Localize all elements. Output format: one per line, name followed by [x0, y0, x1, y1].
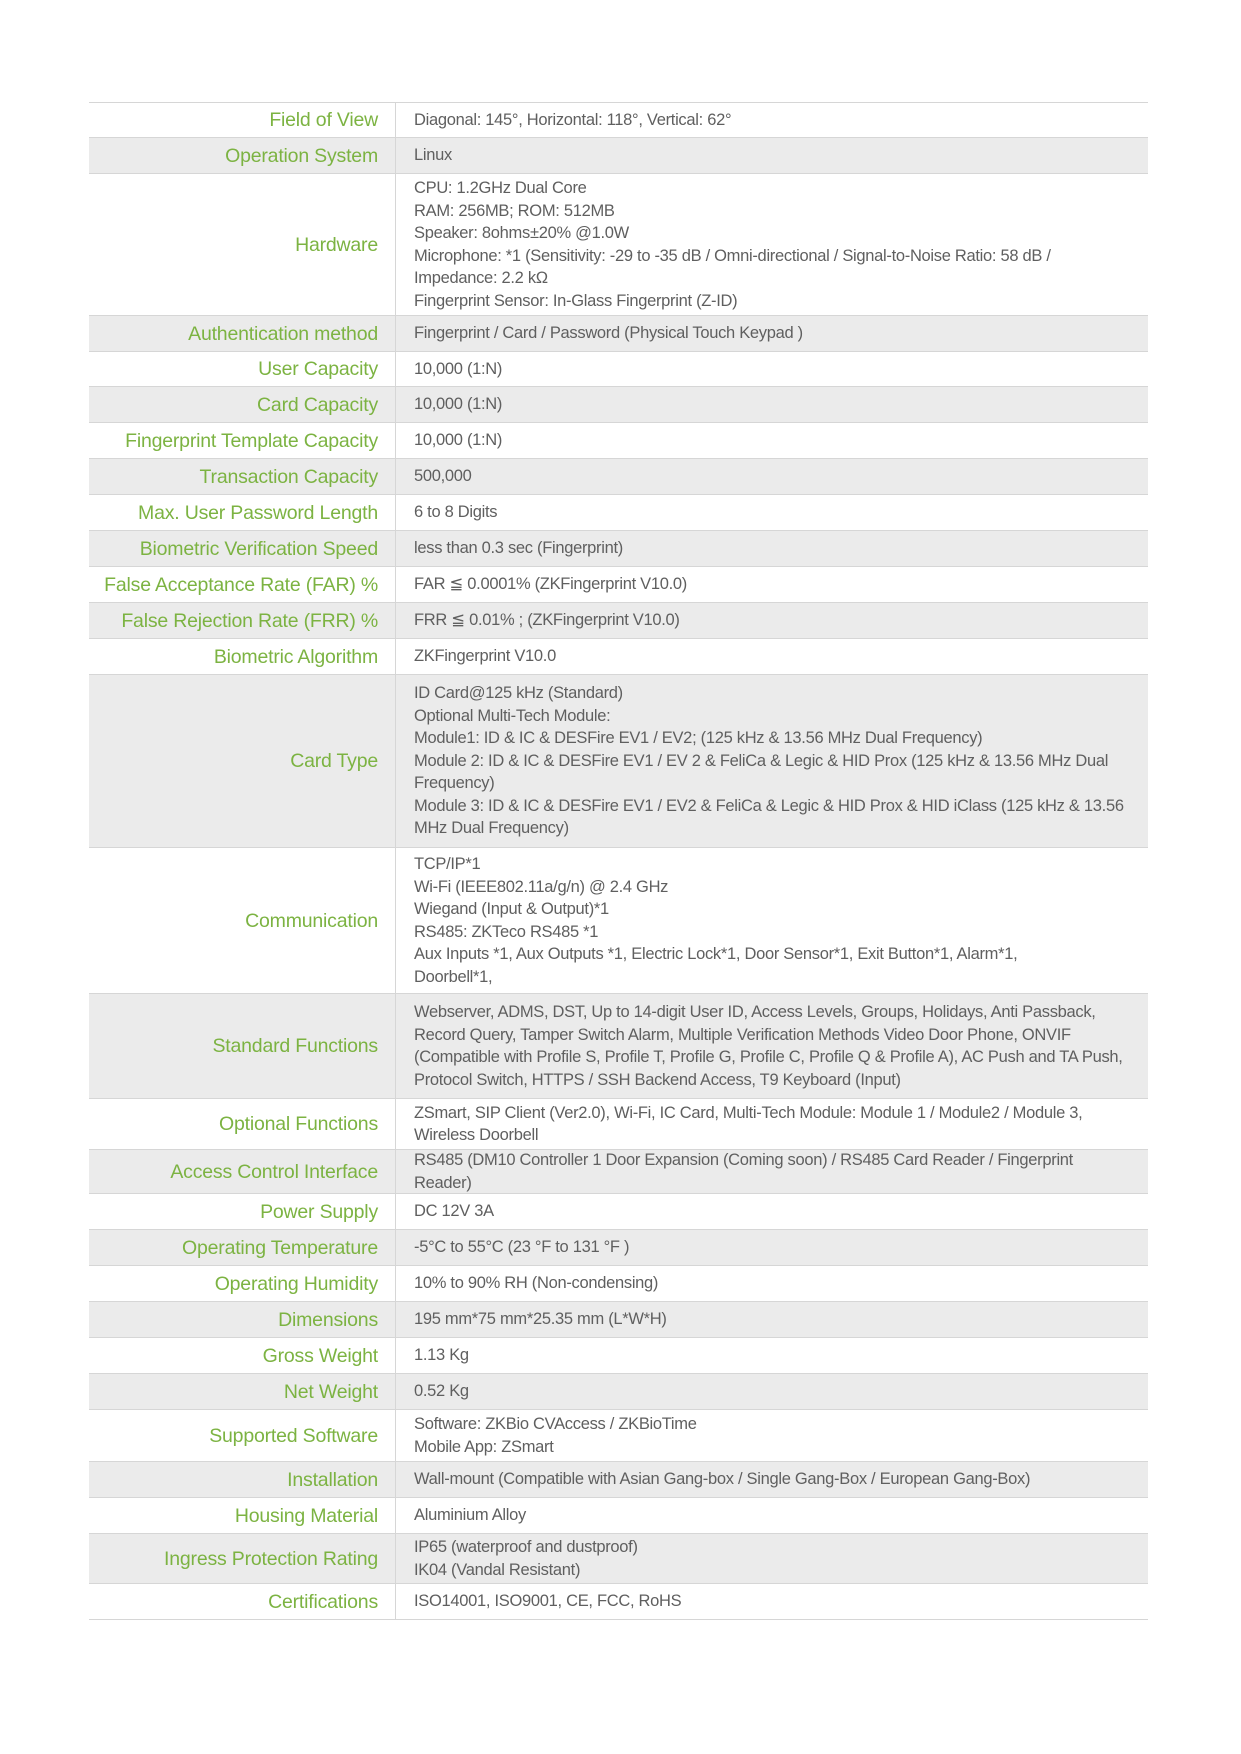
spec-value-line: 10,000 (1:N) — [414, 431, 503, 450]
spec-label: Access Control Interface — [89, 1150, 396, 1193]
spec-value-line: FRR ≦ 0.01% ; (ZKFingerprint V10.0) — [414, 611, 680, 630]
spec-value — [396, 174, 1148, 315]
spec-value — [396, 1584, 1148, 1619]
spec-label: Fingerprint Template Capacity — [89, 423, 396, 458]
spec-value-line: Mobile App: ZSmart — [414, 1437, 554, 1456]
spec-value — [396, 316, 1148, 351]
spec-row — [89, 352, 1148, 387]
spec-row — [89, 1194, 1148, 1230]
spec-value — [396, 1194, 1148, 1229]
spec-row — [89, 1150, 1148, 1194]
spec-row — [89, 174, 1148, 316]
spec-value — [396, 1230, 1148, 1265]
spec-label: Field of View — [89, 103, 396, 137]
spec-label: Operation System — [89, 138, 396, 173]
spec-value — [396, 531, 1148, 566]
spec-value — [396, 994, 1148, 1098]
spec-label: Authentication method — [89, 316, 396, 351]
spec-row — [89, 387, 1148, 423]
spec-label: Housing Material — [89, 1498, 396, 1533]
spec-row — [89, 1302, 1148, 1338]
spec-value — [396, 387, 1148, 422]
spec-value-line: 10,000 (1:N) — [414, 395, 503, 414]
spec-value-line: 10,000 (1:N) — [414, 359, 503, 378]
spec-value — [396, 567, 1148, 602]
spec-row — [89, 495, 1148, 531]
spec-value-line: Fingerprint Sensor: In-Glass Fingerprint (Z-ID) — [414, 291, 738, 310]
spec-value-line: Webserver, ADMS, DST, Up to 14-digit User ID, Access Levels, Groups, Holidays, Anti Passback, — [414, 1003, 1096, 1021]
spec-value-line: 195 mm*75 mm*25.35 mm (L*W*H) — [414, 1310, 667, 1329]
spec-row — [89, 848, 1148, 994]
spec-label: Standard Functions — [89, 994, 396, 1098]
spec-value — [396, 1498, 1148, 1533]
spec-value — [396, 423, 1148, 458]
spec-value-line: Module1: ID & IC & DESFire EV1 / EV2; (125 kHz & 13.56 MHz Dual Frequency) — [414, 729, 983, 748]
spec-value — [396, 1462, 1148, 1497]
spec-value — [396, 1099, 1148, 1149]
spec-label: Dimensions — [89, 1302, 396, 1337]
spec-row — [89, 1338, 1148, 1374]
spec-label: Biometric Algorithm — [89, 639, 396, 674]
spec-value-line: Wall-mount (Compatible with Asian Gang-box / Single Gang-Box / European Gang-Box) — [414, 1470, 1031, 1489]
spec-value — [396, 1534, 1148, 1583]
spec-label: Operating Temperature — [89, 1230, 396, 1265]
spec-value-line: ZSmart, SIP Client (Ver2.0), Wi-Fi, IC Card, Multi-Tech Module: Module 1 / Module2 / Module 3, — [414, 1103, 1083, 1122]
spec-value-line: Diagonal: 145°, Horizontal: 118°, Vertical: 62° — [414, 110, 732, 129]
spec-value-line: Module 2: ID & IC & DESFire EV1 / EV 2 & FeliCa & Legic & HID Prox (125 kHz & 13.56 MHz Dual — [414, 751, 1109, 770]
spec-value — [396, 675, 1148, 847]
spec-value-line: Module 3: ID & IC & DESFire EV1 / EV2 & FeliCa & Legic & HID Prox & HID iClass (125 kHz & 13.56 — [414, 796, 1124, 815]
spec-label: Transaction Capacity — [89, 459, 396, 494]
spec-value — [396, 848, 1148, 993]
spec-row — [89, 459, 1148, 495]
spec-value — [396, 103, 1148, 137]
spec-label: Installation — [89, 1462, 396, 1497]
spec-row — [89, 423, 1148, 459]
spec-label: False Rejection Rate (FRR) % — [89, 603, 396, 638]
spec-value-line: Aux Inputs *1, Aux Outputs *1, Electric Lock*1, Door Sensor*1, Exit Button*1, Alarm*1, — [414, 945, 1018, 963]
spec-value-line: CPU: 1.2GHz Dual Core — [414, 179, 587, 197]
spec-row — [89, 1584, 1148, 1620]
spec-table — [89, 102, 1148, 1620]
spec-row — [89, 316, 1148, 352]
spec-value-line: Frequency) — [414, 774, 495, 793]
spec-value — [396, 1374, 1148, 1409]
spec-row — [89, 994, 1148, 1099]
spec-value-line: Microphone: *1 (Sensitivity: -29 to -35 dB / Omni-directional / Signal-to-Noise Ratio: 58 dB / — [414, 246, 1051, 265]
spec-value-line: Optional Multi-Tech Module: — [414, 706, 611, 725]
spec-value-line: Linux — [414, 146, 452, 165]
spec-label: Optional Functions — [89, 1099, 396, 1149]
spec-value-line: RS485: ZKTeco RS485 *1 — [414, 922, 599, 941]
spec-row — [89, 639, 1148, 675]
spec-value-line: Wireless Doorbell — [414, 1126, 539, 1144]
spec-value — [396, 138, 1148, 173]
spec-value — [396, 1150, 1148, 1193]
spec-label: Card Capacity — [89, 387, 396, 422]
spec-value-line: Doorbell*1, — [414, 967, 493, 986]
spec-value-line: IK04 (Vandal Resistant) — [414, 1560, 581, 1579]
spec-value-line: FAR ≦ 0.0001% (ZKFingerprint V10.0) — [414, 575, 687, 594]
spec-value-line: Wi-Fi (IEEE802.11a/g/n) @ 2.4 GHz — [414, 877, 669, 896]
spec-row — [89, 1230, 1148, 1266]
spec-value-line: TCP/IP*1 — [414, 855, 481, 873]
spec-row — [89, 675, 1148, 848]
spec-row — [89, 1410, 1148, 1462]
spec-value-line: 10% to 90% RH (Non-condensing) — [414, 1274, 659, 1293]
spec-row — [89, 603, 1148, 639]
spec-label: Communication — [89, 848, 396, 993]
spec-value-line: ID Card@125 kHz (Standard) — [414, 684, 623, 703]
spec-value — [396, 1338, 1148, 1373]
spec-value-line: 500,000 — [414, 467, 472, 486]
spec-label: User Capacity — [89, 352, 396, 386]
spec-label: Supported Software — [89, 1410, 396, 1461]
spec-row — [89, 1534, 1148, 1584]
spec-value-line: IP65 (waterproof and dustproof) — [414, 1538, 638, 1556]
spec-value-line: (Compatible with Profile S, Profile T, Profile G, Profile C, Profile Q & Profile A), AC Push and TA Push, — [414, 1048, 1123, 1066]
spec-row — [89, 567, 1148, 603]
spec-label: Net Weight — [89, 1374, 396, 1409]
spec-label: Biometric Verification Speed — [89, 531, 396, 566]
spec-value — [396, 1302, 1148, 1337]
spec-row — [89, 1099, 1148, 1150]
spec-label: Gross Weight — [89, 1338, 396, 1373]
spec-value-line: ZKFingerprint V10.0 — [414, 647, 556, 666]
spec-value-line: -5°C to 55°C (23 °F to 131 °F ) — [414, 1238, 630, 1257]
spec-value-line: 0.52 Kg — [414, 1382, 469, 1401]
spec-value-line: Protocol Switch, HTTPS / SSH Backend Access, T9 Keyboard (Input) — [414, 1070, 901, 1089]
spec-value-line: Impedance: 2.2 kΩ — [414, 269, 548, 287]
spec-value — [396, 1266, 1148, 1301]
spec-value-line: Software: ZKBio CVAccess / ZKBioTime — [414, 1415, 697, 1433]
spec-row — [89, 1462, 1148, 1498]
spec-value — [396, 603, 1148, 638]
spec-value — [396, 639, 1148, 674]
spec-value-line: MHz Dual Frequency) — [414, 819, 569, 838]
spec-value-line: Record Query, Tamper Switch Alarm, Multiple Verification Methods Video Door Phone, ONVIF — [414, 1025, 1071, 1044]
spec-label: Power Supply — [89, 1194, 396, 1229]
spec-value-line: Reader) — [414, 1173, 472, 1192]
spec-value-line: 6 to 8 Digits — [414, 503, 498, 522]
spec-value — [396, 459, 1148, 494]
spec-value-line: Speaker: 8ohms±20% @1.0W — [414, 224, 629, 242]
spec-label: Card Type — [89, 675, 396, 847]
spec-label: Max. User Password Length — [89, 495, 396, 530]
spec-value-line: RS485 (DM10 Controller 1 Door Expansion (Coming soon) / RS485 Card Reader / Fingerprint — [414, 1151, 1073, 1169]
spec-value-line: Wiegand (Input & Output)*1 — [414, 900, 609, 918]
spec-row — [89, 1374, 1148, 1410]
spec-value-line: ISO14001, ISO9001, CE, FCC, RoHS — [414, 1592, 682, 1611]
spec-label: False Acceptance Rate (FAR) % — [89, 567, 396, 602]
spec-row — [89, 1498, 1148, 1534]
spec-row — [89, 531, 1148, 567]
spec-value-line: Aluminium Alloy — [414, 1506, 526, 1525]
spec-value-line: Fingerprint / Card / Password (Physical Touch Keypad ) — [414, 324, 803, 343]
spec-value-line: DC 12V 3A — [414, 1202, 494, 1221]
spec-row — [89, 138, 1148, 174]
spec-label: Operating Humidity — [89, 1266, 396, 1301]
spec-value-line: less than 0.3 sec (Fingerprint) — [414, 539, 623, 558]
spec-label: Hardware — [89, 174, 396, 315]
spec-value — [396, 495, 1148, 530]
spec-value — [396, 1410, 1148, 1461]
spec-row — [89, 1266, 1148, 1302]
spec-value-line: 1.13 Kg — [414, 1346, 469, 1365]
spec-row — [89, 103, 1148, 138]
spec-value — [396, 352, 1148, 386]
spec-label: Certifications — [89, 1584, 396, 1619]
spec-label: Ingress Protection Rating — [89, 1534, 396, 1583]
spec-value-line: RAM: 256MB; ROM: 512MB — [414, 201, 615, 220]
